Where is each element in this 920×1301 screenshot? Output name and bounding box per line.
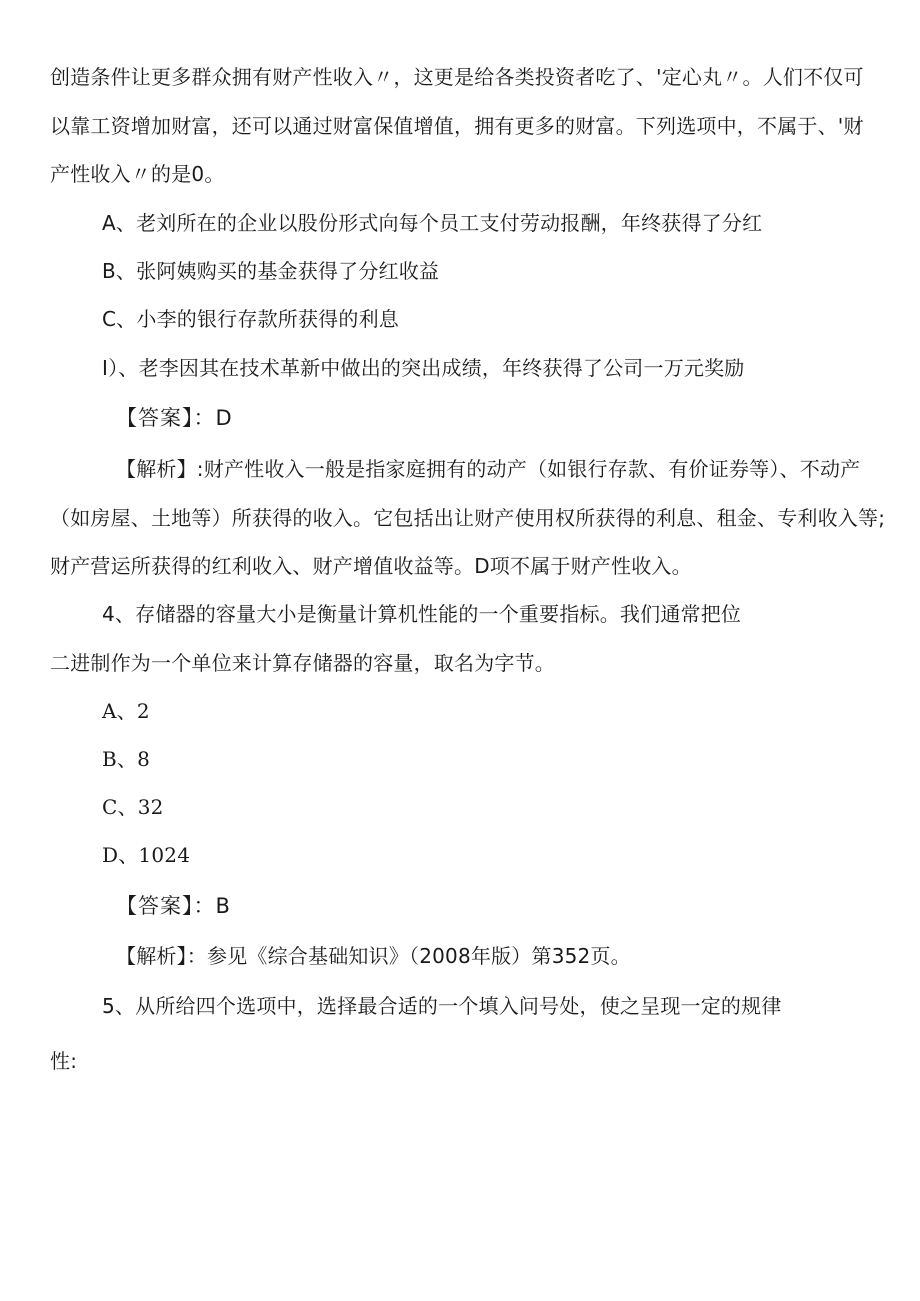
q3-stem-line-2: 以靠工资增加财富，还可以通过财富保值增值，拥有更多的财富。下列选项中，不属于、'财 [50,114,864,138]
q3-analysis-line-2: （如房屋、土地等）所获得的收入。它包括出让财产使用权所获得的利息、租金、专利收入等; [50,506,886,530]
q4-stem-line-1: 4、存储器的容量大小是衡量计算机性能的一个重要指标。我们通常把位 [102,602,742,626]
q3-answer: 【答案】：D [116,406,233,430]
q4-option-c: C、32 [102,795,164,819]
q3-option-b: B、张阿姨购买的基金获得了分红收益 [102,259,440,283]
q4-stem-line-2: 二进制作为一个单位来计算存储器的容量，取名为字节。 [50,651,555,675]
q4-answer: 【答案】：B [116,894,231,918]
q3-stem-line-3: 产性收入〃的是0。 [50,162,225,186]
q3-option-c: C、小李的银行存款所获得的利息 [102,307,399,331]
q4-option-a: A、2 [102,699,150,723]
q3-analysis-line-1: 【解析】:财产性收入一般是指家庭拥有的动产（如银行存款、有价证券等）、不动产 [116,457,861,481]
q3-option-a: A、老刘所在的企业以股份形式向每个员工支付劳动报酬，年终获得了分红 [102,211,763,235]
q3-option-d: I）、老李因其在技术革新中做出的突出成绩，年终获得了公司一万元奖励 [102,356,745,380]
q3-stem-line-1: 创造条件让更多群众拥有财产性收入〃，这更是给各类投资者吃了、'定心丸〃。人们不仅可 [50,65,864,89]
q4-analysis: 【解析】：参见《综合基础知识》（2008年版）第352页。 [116,944,631,968]
q5-stem-line-2: 性: [50,1049,78,1073]
q4-option-d: D、1024 [102,843,191,867]
q4-option-b: B、8 [102,747,151,771]
q3-analysis-line-3: 财产营运所获得的红利收入、财产增值收益等。D项不属于财产性收入。 [50,554,692,578]
q5-stem-line-1: 5、从所给四个选项中，选择最合适的一个填入问号处，使之呈现一定的规律 [102,994,782,1018]
